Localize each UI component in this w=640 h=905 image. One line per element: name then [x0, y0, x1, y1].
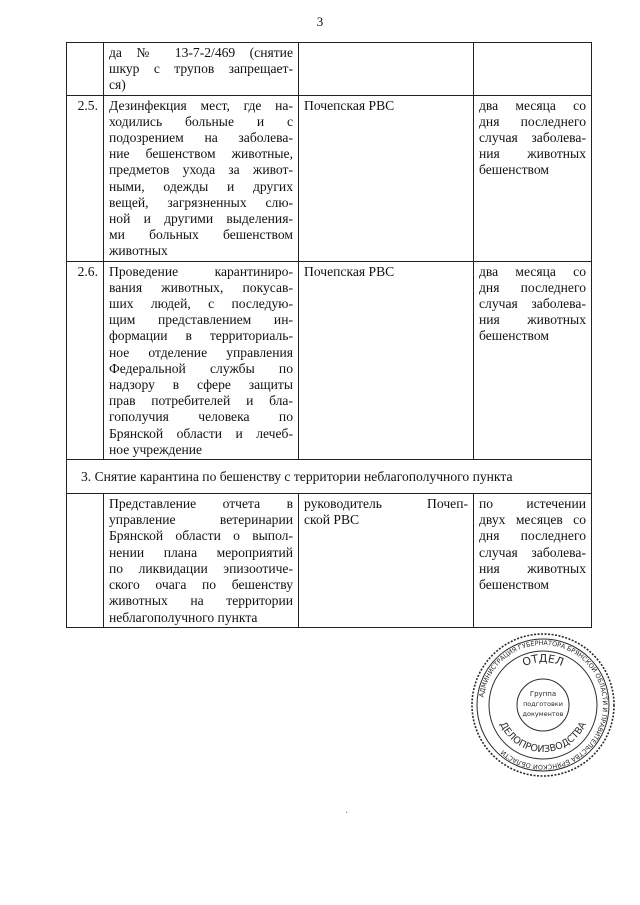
- event-cell-line: ное учреждение: [109, 441, 203, 457]
- executor-cell-line: ской РВС: [304, 512, 360, 528]
- event-cell: [104, 494, 299, 628]
- executor-cell: [299, 261, 474, 459]
- event-cell-line: ми больных бешенством: [109, 227, 293, 243]
- executor-cell: [299, 494, 474, 628]
- event-cell-line: ших людей, с последую-: [109, 296, 293, 312]
- stamp-bottom-word: ДЕЛОПРОИЗВОДСТВА: [497, 720, 589, 756]
- term-cell-line: два месяца со: [479, 263, 586, 279]
- executor-cell: [299, 43, 474, 96]
- row-number: 2.5.: [67, 95, 104, 261]
- term-cell-line: два месяца со: [479, 97, 586, 113]
- event-cell-line: щим представлением ин-: [109, 312, 293, 328]
- event-cell-line: формации в территориаль-: [109, 328, 293, 344]
- event-cell-line: подозрением на заболева-: [109, 130, 293, 146]
- term-cell-line: бешенством: [479, 577, 549, 593]
- table-row: [67, 95, 592, 261]
- event-cell-line: неблагополучного пункта: [109, 609, 258, 625]
- executor-cell-line: руководитель Почеп-: [304, 496, 468, 512]
- event-cell-line: ной и другими выделения-: [109, 211, 293, 227]
- term-cell: [474, 494, 592, 628]
- stamp-center-1: Группа: [529, 690, 557, 698]
- term-cell-line: случая заболева-: [479, 130, 586, 146]
- row-number: 2.6.: [67, 261, 104, 459]
- section-title: 3. Снятие карантина по бешенству с территории неблагополучного пункта: [67, 460, 592, 494]
- term-cell: [474, 43, 592, 96]
- event-cell-line: да № 13-7-2/469 (снятие: [109, 45, 293, 60]
- stamp-ring-text: АДМИНИСТРАЦИЯ ГУБЕРНАТОРА БРЯНСКОЙ ОБЛАСТИ И ПРАВИТЕЛЬСТВА БРЯНСКОЙ ОБЛАСТИ: [477, 638, 610, 772]
- stamp-seal: [470, 632, 616, 778]
- measures-table: [66, 42, 592, 628]
- event-cell-line: надзору в сфере защиты: [109, 377, 293, 393]
- event-cell-line: ное отделение управления: [109, 344, 293, 360]
- section-header: [67, 460, 592, 494]
- stamp-top-word: ОТДЕЛ: [520, 651, 566, 670]
- scan-mark: ·: [345, 808, 349, 819]
- event-cell-line: вания животных, покусав-: [109, 279, 293, 295]
- term-cell-line: ния животных: [479, 312, 586, 328]
- event-cell-line: ными, одежды и других: [109, 178, 293, 194]
- event-cell-line: по ликвидации эпизоотиче-: [109, 560, 293, 576]
- term-cell-line: бешенством: [479, 328, 549, 344]
- event-cell-line: Представление отчета в: [109, 496, 293, 512]
- term-cell: [474, 95, 592, 261]
- executor-cell: [299, 95, 474, 261]
- term-cell-line: дня последнего: [479, 113, 586, 129]
- event-cell-line: управление ветеринарии: [109, 512, 293, 528]
- event-cell-line: прав потребителей и бла-: [109, 393, 293, 409]
- event-cell-line: Брянской области о выпол-: [109, 528, 293, 544]
- event-cell-line: животных на территории: [109, 593, 293, 609]
- executor-cell-line: Почепская РВС: [304, 97, 395, 113]
- term-cell-line: дня последнего: [479, 528, 586, 544]
- event-cell: [104, 95, 299, 261]
- event-cell-line: вещей, загрязненных слю-: [109, 194, 293, 210]
- term-cell-line: случая заболева-: [479, 544, 586, 560]
- term-cell-line: по истечении: [479, 496, 586, 512]
- event-cell-line: нении плана мероприятий: [109, 544, 293, 560]
- executor-cell-line: Почепская РВС: [304, 263, 395, 279]
- event-cell-line: Брянской области и лечеб-: [109, 425, 293, 441]
- event-cell: [104, 261, 299, 459]
- stamp-center-3: документов: [522, 710, 564, 718]
- page-number: 3: [316, 14, 324, 29]
- event-cell-line: ние бешенством животные,: [109, 146, 293, 162]
- event-cell-line: ходились больные и с: [109, 113, 293, 129]
- event-cell: [104, 43, 299, 96]
- term-cell-line: случая заболева-: [479, 296, 586, 312]
- event-cell-line: Проведение карантиниро-: [109, 263, 293, 279]
- table-row: [67, 43, 592, 96]
- event-cell-line: животных: [109, 243, 168, 259]
- term-cell: [474, 261, 592, 459]
- event-cell-line: предметов ухода за живот-: [109, 162, 293, 178]
- event-cell-line: Федеральной службы по: [109, 360, 293, 376]
- row-number: [67, 43, 104, 96]
- event-cell-line: ского очага по бешенству: [109, 577, 293, 593]
- term-cell-line: ния животных: [479, 560, 586, 576]
- term-cell-line: двух месяцев со: [479, 512, 586, 528]
- term-cell-line: ния животных: [479, 146, 586, 162]
- stamp-center-2: подготовки: [523, 700, 563, 708]
- event-cell-line: Дезинфекция мест, где на-: [109, 97, 293, 113]
- table-row: [67, 261, 592, 459]
- term-cell-line: дня последнего: [479, 279, 586, 295]
- row-number: [67, 494, 104, 628]
- event-cell-line: шкур с трупов запрещает-: [109, 61, 293, 77]
- event-cell-line: ся): [109, 77, 126, 93]
- event-cell-line: гополучия человека по: [109, 409, 293, 425]
- table-row: [67, 494, 592, 628]
- term-cell-line: бешенством: [479, 162, 549, 178]
